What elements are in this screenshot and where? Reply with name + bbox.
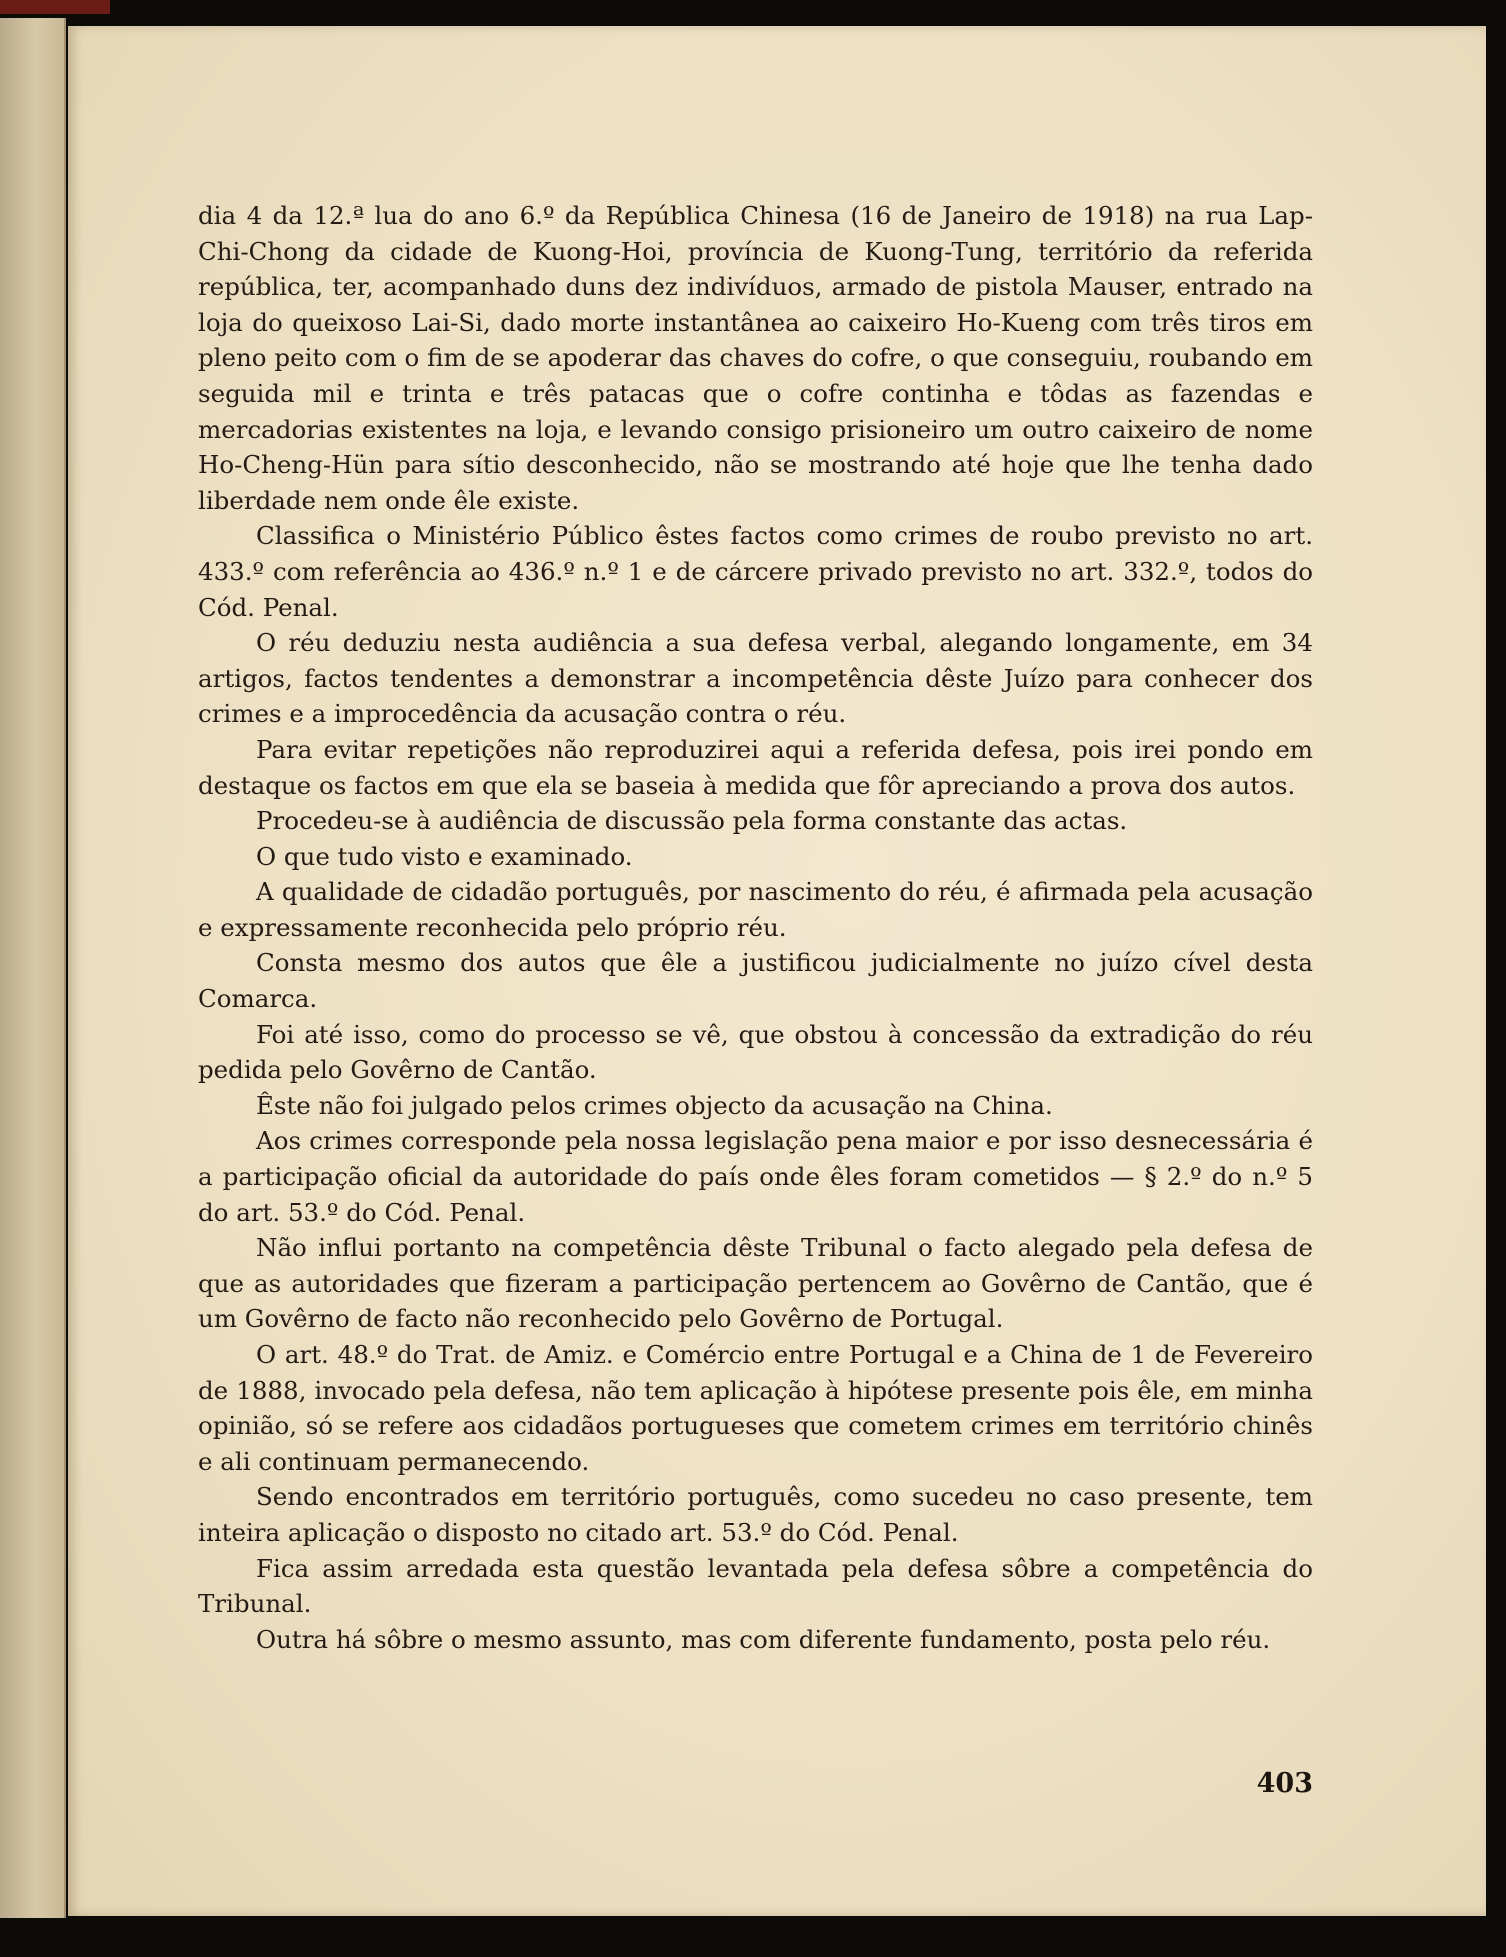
page-number: 403 xyxy=(1256,1768,1313,1799)
paragraph: Aos crimes corresponde pela nossa legislação pena maior e por isso desnecessária é a participação oficial da autoridade do país onde êles foram cometidos — § 2.º do n.º 5 do art. 53.º do Cód. Penal. xyxy=(198,1126,1313,1227)
paragraph: A qualidade de cidadão português, por nascimento do réu, é afirmada pela acusação e expressamente reconhecida pelo próprio réu. xyxy=(198,877,1313,942)
book-edge-ribbon xyxy=(0,0,110,14)
page-body-text xyxy=(198,198,1313,1657)
paragraph: O réu deduziu nesta audiência a sua defesa verbal, alegando longamente, em 34 artigos, factos tendentes a demonstrar a incompetência dêste Juízo para conhecer dos crimes e a improcedência da acusação contra o réu. xyxy=(198,628,1313,729)
paragraph: O art. 48.º do Trat. de Amiz. e Comércio entre Portugal e a China de 1 de Fevereiro de 1888, invocado pela defesa, não tem aplicação à hipótese presente pois êle, em minha opinião, só se refere aos cidadãos portugueses que cometem crimes em território chinês e ali continuam permanecendo. xyxy=(198,1340,1313,1476)
previous-page-edge xyxy=(0,18,66,1918)
paragraph: O que tudo visto e examinado. xyxy=(256,841,633,871)
paragraph: Para evitar repetições não reproduzirei aqui a referida defesa, pois irei pondo em destaque os factos em que ela se baseia à medida que fôr apreciando a prova dos autos. xyxy=(198,734,1313,800)
paragraph: Outra há sôbre o mesmo assunto, mas com diferente fundamento, posta pelo réu. xyxy=(256,1624,1271,1654)
paragraph: Consta mesmo dos autos que êle a justificou judicialmente no juízo cível desta Comarca. xyxy=(198,948,1313,1014)
paragraph: Procedeu-se à audiência de discussão pela forma constante das actas. xyxy=(256,806,1128,836)
paragraph: Êste não foi julgado pelos crimes objecto da acusação na China. xyxy=(256,1090,1053,1120)
paragraph: Classifica o Ministério Público êstes factos como crimes de roubo previsto no art. 433.º com referência ao 436.º n.º 1 e de cárcere privado previsto no art. 332.º, todos do Cód. Penal. xyxy=(198,521,1313,622)
paragraph-continuation: dia 4 da 12.ª lua do ano 6.º da República Chinesa (16 de Janeiro de 1918) na rua Lap-Chi-Chong da cidade de Kuong-Hoi, província de Kuong-Tung, território da referida república, ter, acompanhado duns dez indivíduos, armado de pistola Mauser, entrado na loja do queixoso Lai-Si, dado morte instantânea ao caixeiro Ho-Kueng com três tiros em pleno peito com o fim de se apoderar das chaves do cofre, o que conseguiu, roubando em seguida mil e trinta e três patacas que o cofre continha e tôdas as fazendas e mercadorias existentes na loja, e levando consigo prisioneiro um outro caixeiro de nome Ho-Cheng-Hün para sítio desconhecido, não se mostrando até hoje que lhe tenha dado liberdade nem onde êle existe. xyxy=(198,201,1313,515)
paragraph: Não influi portanto na competência dêste Tribunal o facto alegado pela defesa de que as autoridades que fizeram a participação pertencem ao Govêrno de Cantão, que é um Govêrno de facto não reconhecido pelo Govêrno de Portugal. xyxy=(198,1233,1313,1334)
book-page xyxy=(68,26,1486,1916)
paragraph: Fica assim arredada esta questão levantada pela defesa sôbre a competência do Tribunal. xyxy=(198,1553,1313,1619)
paragraph: Foi até isso, como do processo se vê, que obstou à concessão da extradição do réu pedida pelo Govêrno de Cantão. xyxy=(198,1019,1313,1085)
paragraph: Sendo encontrados em território português, como sucedeu no caso presente, tem inteira aplicação o disposto no citado art. 53.º do Cód. Penal. xyxy=(198,1482,1313,1547)
